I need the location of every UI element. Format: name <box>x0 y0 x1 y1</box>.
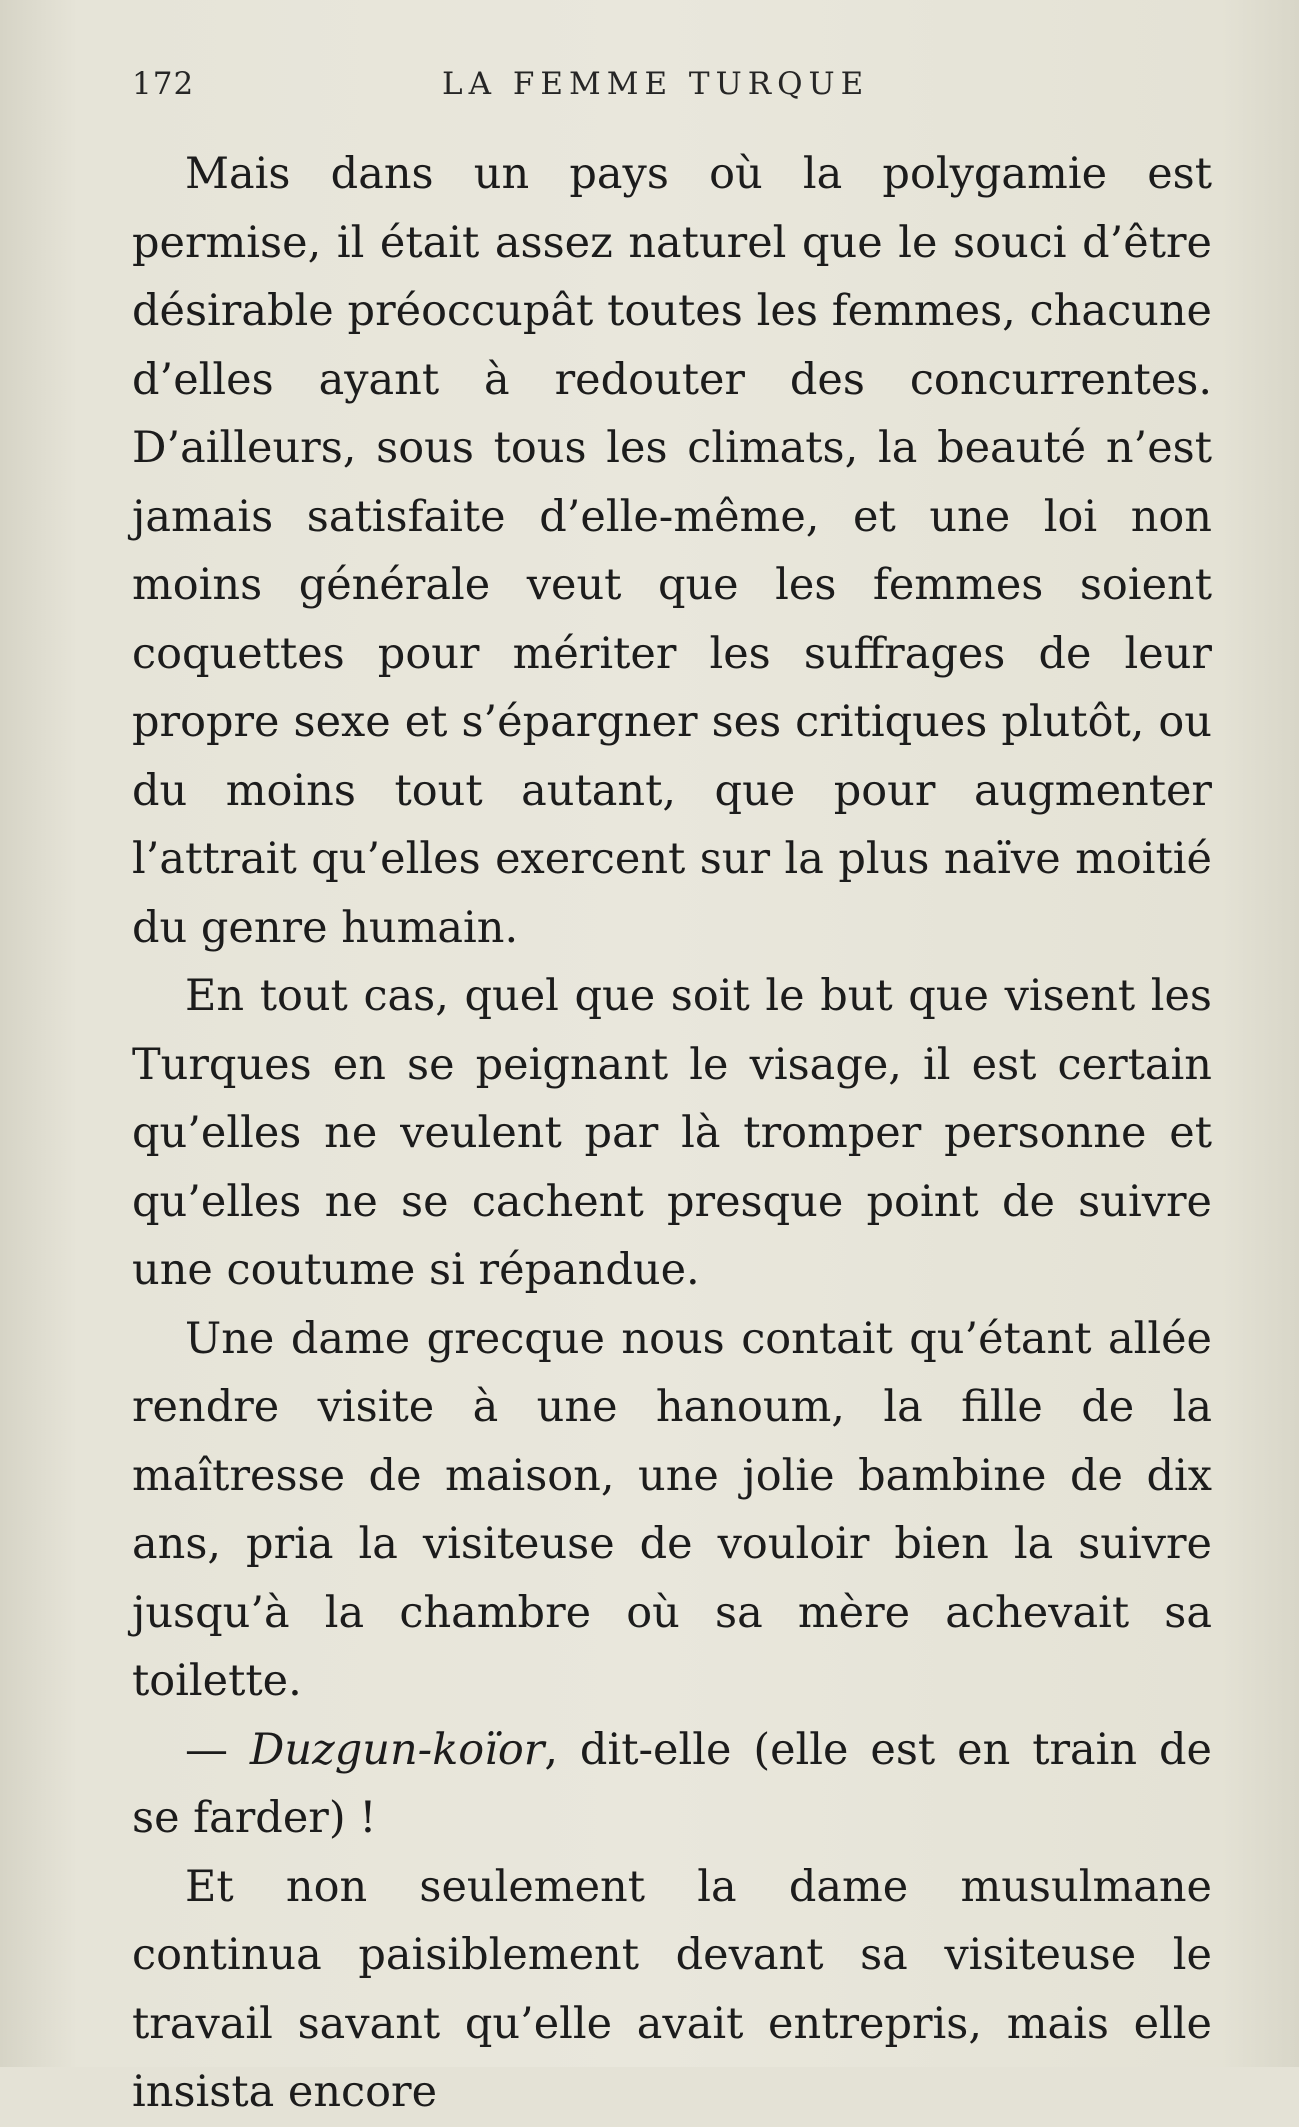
paragraph-dame-grecque: Une dame grecque nous contait qu’étant allée rendre visite à une hanoum, la fille de la maîtresse de maison, une jolie bambine de dix ans, pria la visiteuse de vouloir bien la suivre jusqu’à la chambre où sa mère achevait sa toilette. <box>132 1313 1212 1706</box>
paragraph-en-tout-cas: En tout cas, quel que soit le but que visent les Turques en se peignant le visage, il est certain qu’elles ne veulent par là tromper personne et qu’elles ne se cachent presque point de suivre une coutume si répandue. <box>132 971 1212 1295</box>
paragraph-et-non-seulement: Et non seulement la dame musulmane continua paisiblement devant sa visiteuse le travail savant qu’elle avait entrepris, mais elle insista encore <box>132 1861 1212 2117</box>
paragraph-dialogue <box>132 1716 1212 1853</box>
dialogue-italic-phrase: Duzgun-koïor <box>249 1724 545 1775</box>
paragraph-polygamie: Mais dans un pays où la polygamie est permise, il était assez naturel que le souci d’être désirable préoccupât toutes les femmes, chacune d’elles ayant à redouter des concurrentes. D’ailleurs, sous tous les climats, la beauté n’est jamais satisfaite d’elle-même, et une loi non moins générale veut que les femmes soient coquettes pour mériter les suffrages de leur propre sexe et s’épargner ses critiques plutôt, ou du moins tout autant, que pour augmenter l’attrait qu’elles exercent sur la plus naïve moitié du genre humain. <box>132 149 1212 953</box>
running-title: LA FEMME TURQUE <box>442 66 870 102</box>
dialogue-rest: , dit-elle (elle est en train de se farder) ! <box>132 1724 1212 1843</box>
body-text <box>132 140 1212 2127</box>
dialogue-dash: — <box>185 1724 250 1775</box>
page-header <box>132 66 1212 116</box>
page-number: 172 <box>132 66 195 102</box>
